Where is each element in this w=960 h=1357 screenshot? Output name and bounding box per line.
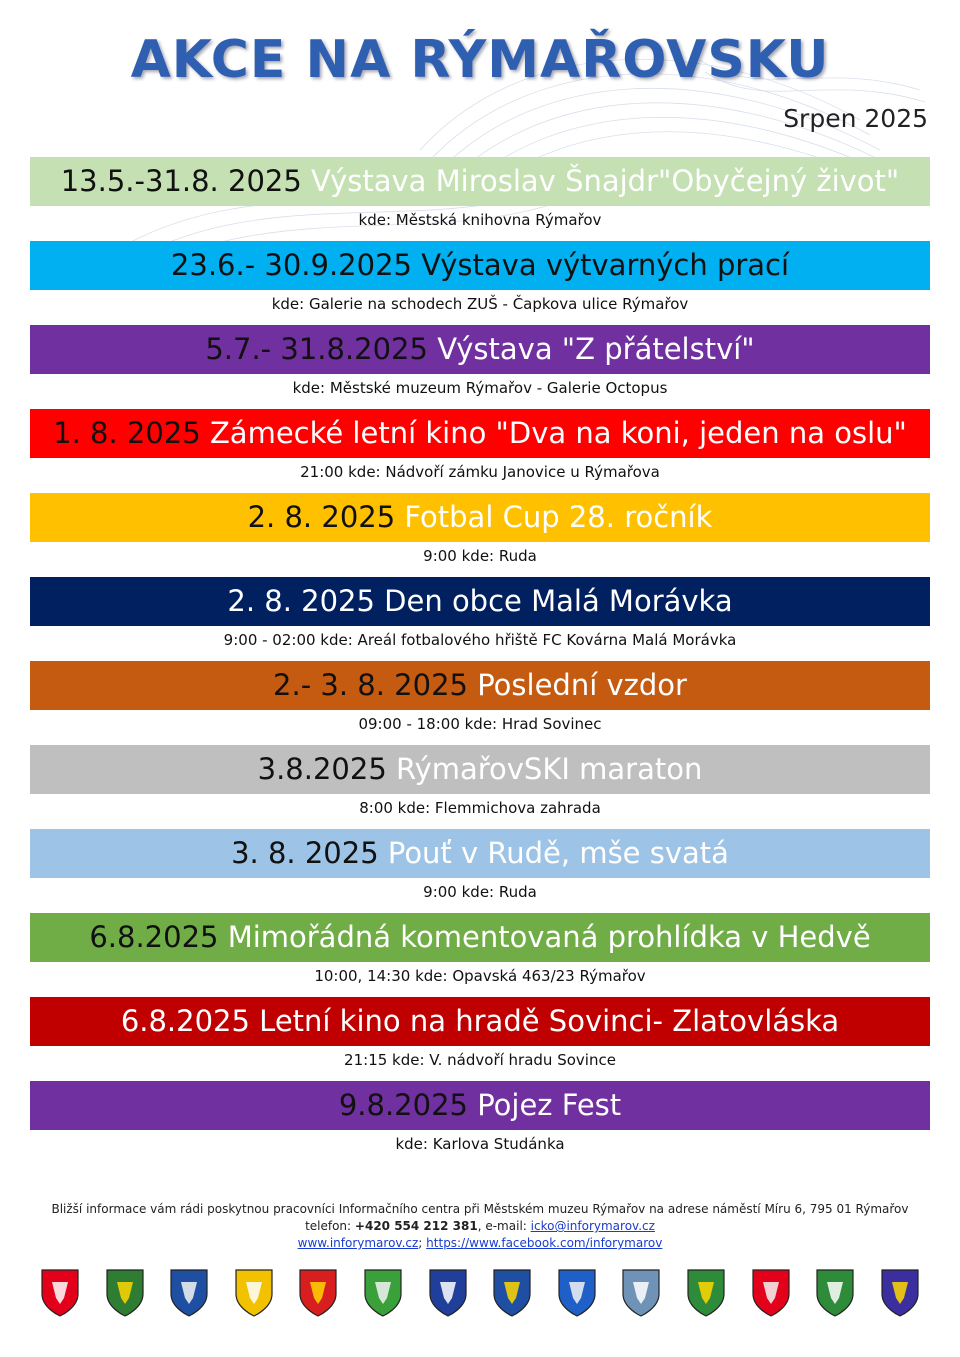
crest-blue-checker-icon bbox=[428, 1268, 468, 1318]
event-item bbox=[30, 661, 930, 745]
event-list bbox=[30, 157, 930, 1165]
event-bar bbox=[30, 1081, 930, 1130]
event-name: Den obce Malá Morávka bbox=[384, 584, 733, 618]
event-name: RýmařovSKI maraton bbox=[396, 752, 703, 786]
event-date: 23.6.- 30.9.2025 bbox=[170, 248, 412, 282]
event-location: 8:00 kde: Flemmichova zahrada bbox=[359, 799, 601, 817]
phone-prefix: telefon: bbox=[305, 1219, 352, 1233]
event-name: Výstava výtvarných prací bbox=[421, 248, 790, 282]
website-link[interactable]: www.inforymarov.cz bbox=[297, 1236, 419, 1250]
event-bar bbox=[30, 493, 930, 542]
event-name: Výstava Miroslav Šnajdr"Obyčejný život" bbox=[311, 164, 900, 198]
footer-contact bbox=[0, 1218, 960, 1235]
event-location: 21:00 kde: Nádvoří zámku Janovice u Rýmařova bbox=[300, 463, 660, 481]
municipality-crests bbox=[40, 1268, 920, 1328]
event-date: 13.5.-31.8. 2025 bbox=[60, 164, 302, 198]
event-item bbox=[30, 745, 930, 829]
event-name: Mimořádná komentovaná prohlídka v Hedvě bbox=[227, 920, 871, 954]
event-location: 10:00, 14:30 kde: Opavská 463/23 Rýmařov bbox=[314, 967, 646, 985]
crest-mixed-icon bbox=[298, 1268, 338, 1318]
phone-number: +420 554 212 381 bbox=[354, 1219, 478, 1233]
crest-tree-icon bbox=[686, 1268, 726, 1318]
crest-trees-icon bbox=[169, 1268, 209, 1318]
event-bar bbox=[30, 325, 930, 374]
page-title: AKCE NA RÝMAŘOVSKU bbox=[130, 30, 830, 90]
event-bar bbox=[30, 409, 930, 458]
crest-horse-icon bbox=[557, 1268, 597, 1318]
event-item bbox=[30, 997, 930, 1081]
link-separator: ; bbox=[418, 1236, 423, 1250]
event-item bbox=[30, 157, 930, 241]
event-date: 1. 8. 2025 bbox=[53, 416, 201, 450]
footer bbox=[0, 1201, 960, 1252]
event-location: 9:00 kde: Ruda bbox=[423, 883, 537, 901]
event-location: 9:00 kde: Ruda bbox=[423, 547, 537, 565]
facebook-link[interactable]: https://www.facebook.com/inforymarov bbox=[426, 1236, 663, 1250]
crest-green-flowers-icon bbox=[815, 1268, 855, 1318]
event-bar bbox=[30, 661, 930, 710]
crest-red-eagle-icon bbox=[751, 1268, 791, 1318]
event-name: Fotbal Cup 28. ročník bbox=[404, 500, 713, 534]
footer-links bbox=[0, 1235, 960, 1252]
event-bar bbox=[30, 913, 930, 962]
crest-rymarov-icon bbox=[40, 1268, 80, 1318]
event-bar bbox=[30, 241, 930, 290]
event-date: 2. 8. 2025 bbox=[247, 500, 396, 534]
event-item bbox=[30, 913, 930, 997]
event-name: Pouť v Rudě, mše svatá bbox=[387, 836, 729, 870]
event-item bbox=[30, 829, 930, 913]
event-location: kde: Karlova Studánka bbox=[395, 1135, 565, 1153]
event-location: 21:15 kde: V. nádvoří hradu Sovince bbox=[344, 1051, 616, 1069]
event-item bbox=[30, 577, 930, 661]
event-name: Letní kino na hradě Sovinci- Zlatovláska bbox=[259, 1004, 840, 1038]
event-date: 3.8.2025 bbox=[257, 752, 387, 786]
footer-info: Bližší informace vám rádi poskytnou pracovníci Informačního centra při Městském muzeu Rýmařov na adrese náměstí Míru 6, 795 01 Rýmařov bbox=[51, 1202, 909, 1216]
event-date: 3. 8. 2025 bbox=[231, 836, 379, 870]
event-bar bbox=[30, 745, 930, 794]
email-link[interactable]: icko@inforymarov.cz bbox=[530, 1219, 655, 1233]
crest-grapes-icon bbox=[492, 1268, 532, 1318]
event-date: 6.8.2025 bbox=[120, 1004, 250, 1038]
event-date: 5.7.- 31.8.2025 bbox=[205, 332, 428, 366]
event-name: Pojez Fest bbox=[477, 1088, 622, 1122]
crest-hammers-bird-icon bbox=[234, 1268, 274, 1318]
event-bar bbox=[30, 157, 930, 206]
event-bar bbox=[30, 997, 930, 1046]
event-name: Zámecké letní kino "Dva na koni, jeden na oslu" bbox=[209, 416, 907, 450]
event-location: kde: Městská knihovna Rýmařov bbox=[358, 211, 602, 229]
event-name: Výstava "Z přátelství" bbox=[437, 332, 755, 366]
event-item bbox=[30, 493, 930, 577]
crest-cross-icon bbox=[363, 1268, 403, 1318]
email-prefix: , e-mail: bbox=[477, 1219, 527, 1233]
event-item bbox=[30, 409, 930, 493]
event-location: kde: Galerie na schodech ZUŠ - Čapkova ulice Rýmařov bbox=[271, 295, 689, 313]
event-date: 9.8.2025 bbox=[338, 1088, 468, 1122]
event-date: 6.8.2025 bbox=[89, 920, 219, 954]
event-name: Poslední vzdor bbox=[477, 668, 687, 702]
event-bar bbox=[30, 577, 930, 626]
event-item bbox=[30, 241, 930, 325]
event-item bbox=[30, 1081, 930, 1165]
event-date: 2.- 3. 8. 2025 bbox=[273, 668, 468, 702]
crest-dog-icon bbox=[880, 1268, 920, 1318]
month-label: Srpen 2025 bbox=[783, 104, 928, 133]
event-item bbox=[30, 325, 930, 409]
event-location: 9:00 - 02:00 kde: Areál fotbalového hřiště FC Kovárna Malá Morávka bbox=[223, 631, 737, 649]
event-location: kde: Městské muzeum Rýmařov - Galerie Octopus bbox=[292, 379, 668, 397]
event-date: 2. 8. 2025 bbox=[227, 584, 375, 618]
event-bar bbox=[30, 829, 930, 878]
event-location: 09:00 - 18:00 kde: Hrad Sovinec bbox=[358, 715, 602, 733]
crest-mining-tools-icon bbox=[105, 1268, 145, 1318]
crest-diagonal-icon bbox=[621, 1268, 661, 1318]
